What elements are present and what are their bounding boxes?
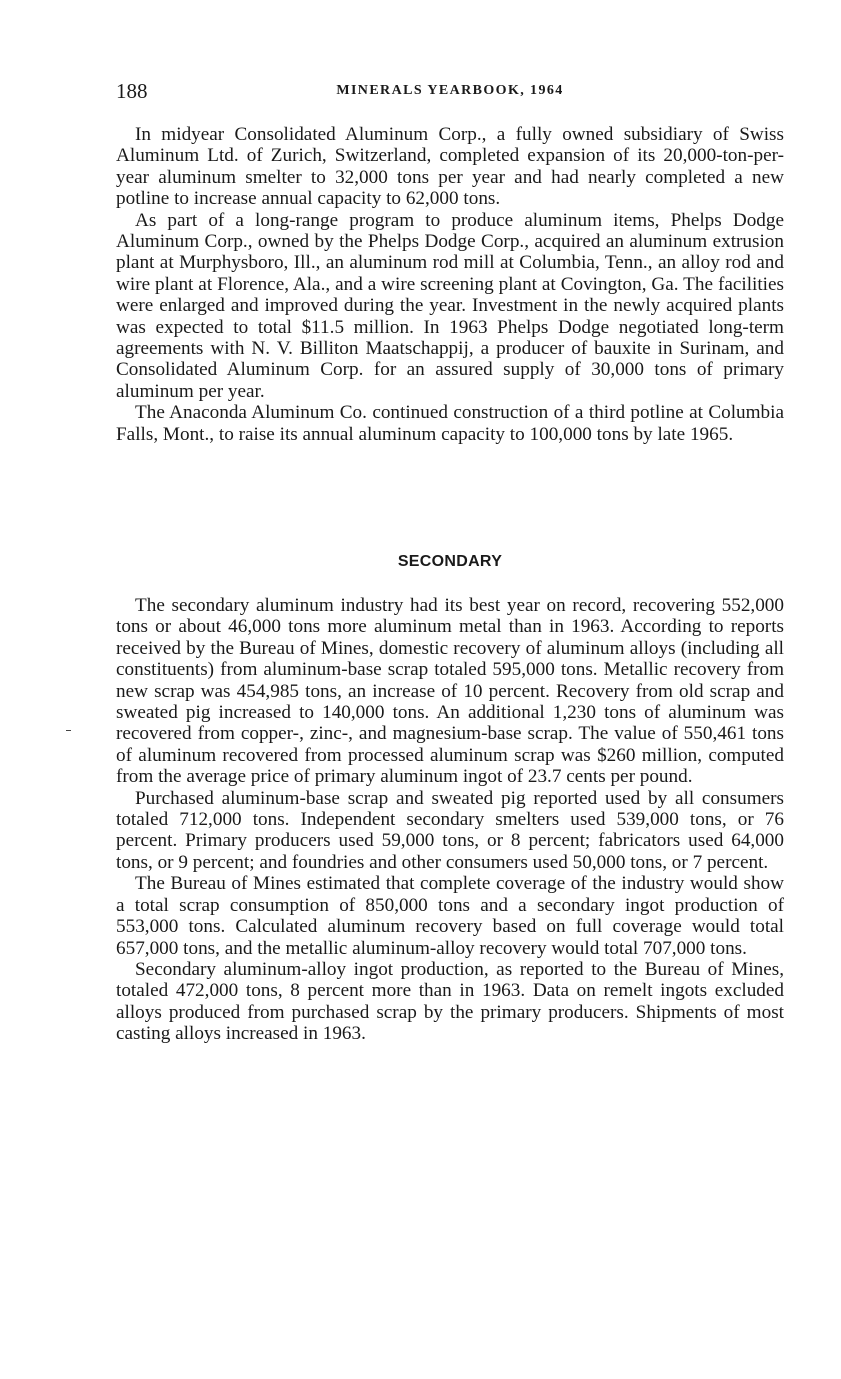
page-header bbox=[116, 78, 784, 104]
paragraph-phelps-dodge: As part of a long-range program to produce aluminum items, Phelps Dodge Aluminum Corp., owned by the Phelps Dodge Corp., acquired an aluminum extrusion plant at Murphysboro, Ill., an aluminum rod mill at Columbia, Tenn., an alloy rod and wire plant at Florence, Ala., and a wire screening plant at Covington, Ga. The facilities were enlarged and improved during the year. Investment in the newly acquired plants was expected to total $11.5 million. In 1963 Phelps Dodge negotiated long-term agreements with N. V. Billiton Maatschappij, a producer of bauxite in Surinam, and Consolidated Aluminum Corp. for an assured supply of 30,000 tons of primary aluminum per year. bbox=[116, 209, 784, 402]
paragraph-secondary-recovery: The secondary aluminum industry had its best year on record, recovering 552,000 tons or about 46,000 tons more aluminum metal than in 1963. According to reports received by the Bureau of Mines, domestic recovery of aluminum alloys (including all constituents) from aluminum-base scrap totaled 595,000 tons. Metallic recovery from new scrap was 454,985 tons, an increase of 10 percent. Recovery from old scrap and sweated pig increased to 140,000 tons. An additional 1,230 tons of aluminum was recovered from copper-, zinc-, and magnesium-base scrap. The value of 550,461 tons of aluminum recovered from processed aluminum scrap was $260 million, computed from the average price of primary aluminum ingot of 23.7 cents per pound. bbox=[116, 595, 784, 788]
paragraph-scrap-consumption: Purchased aluminum-base scrap and sweated pig reported used by all consumers totaled 712,000 tons. Independent secondary smelters used 539,000 tons, or 76 percent. Primary producers used 59,000 tons, or 8 percent; fabricators used 64,000 tons, or 9 percent; and foundries and other consumers used 50,000 tons, or 7 percent. bbox=[116, 787, 784, 873]
paragraph-anaconda: The Anaconda Aluminum Co. continued construction of a third potline at Columbia Falls, Mont., to raise its annual aluminum capacity to 100,000 tons by late 1965. bbox=[116, 402, 784, 445]
secondary-section-text bbox=[116, 595, 784, 1045]
running-title: MINERALS YEARBOOK, 1964 bbox=[336, 83, 564, 98]
paragraph-coverage-estimate: The Bureau of Mines estimated that complete coverage of the industry would show a total scrap consumption of 850,000 tons and a secondary ingot production of 553,000 tons. Calculated aluminum recovery based on full coverage would total 657,000 tons, and the metallic aluminum-alloy recovery would total 707,000 tons. bbox=[116, 873, 784, 959]
primary-section-text bbox=[116, 124, 784, 445]
paragraph-ingot-production: Secondary aluminum-alloy ingot production, as reported to the Bureau of Mines, totaled 472,000 tons, 8 percent more than in 1963. Data on remelt ingots excluded alloys produced from purchased scrap by the primary producers. Shipments of most casting alloys increased in 1963. bbox=[116, 958, 784, 1045]
margin-mark bbox=[66, 730, 71, 731]
page-number: 188 bbox=[116, 79, 148, 103]
section-heading: SECONDARY bbox=[397, 553, 503, 570]
paragraph-consolidated-aluminum: In midyear Consolidated Aluminum Corp., a fully owned subsidiary of Swiss Aluminum Ltd. of Zurich, Switzerland, completed expansion of its 20,000-ton-per-year aluminum smelter to 32,000 tons per year and had nearly completed a new potline to increase annual capacity to 62,000 tons. bbox=[116, 124, 784, 210]
